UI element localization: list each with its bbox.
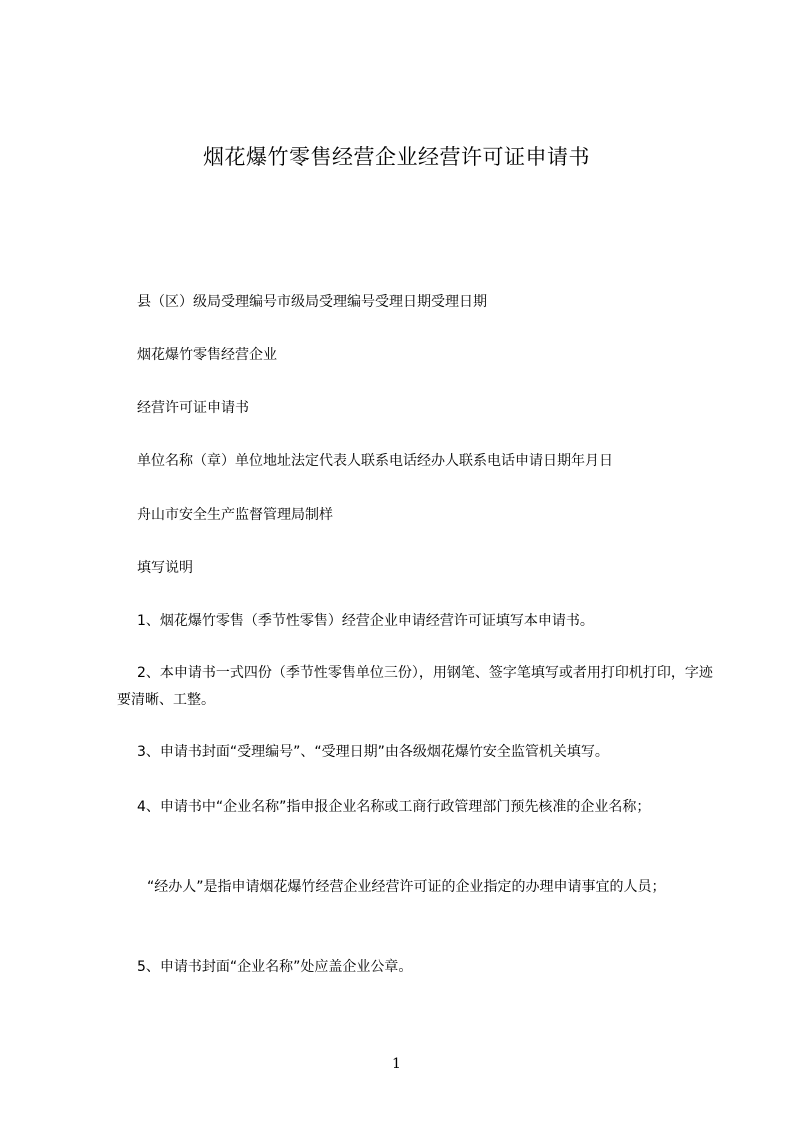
instruction-item-5: 5、申请书封面“企业名称”处应盖企业公章。 xyxy=(137,959,413,975)
cover-title-line2: 经营许可证申请书 xyxy=(137,400,249,416)
instructions-heading: 填写说明 xyxy=(137,560,193,576)
page-number: 1 xyxy=(392,1056,401,1072)
document-title: 烟花爆竹零售经营企业经营许可证申请书 xyxy=(203,145,590,169)
instruction-item-4: 4、申请书中“企业名称”指申报企业名称或工商行政管理部门预先核准的企业名称； xyxy=(137,799,651,815)
issuer-line: 舟山市安全生产监督管理局制样 xyxy=(137,507,333,523)
instruction-item-1: 1、烟花爆竹零售（季节性零售）经营企业申请经营许可证填写本申请书。 xyxy=(137,613,594,629)
acceptance-header: 县（区）级局受理编号市级局受理编号受理日期受理日期 xyxy=(137,294,487,310)
instruction-item-2: 2、本申请书一式四份（季节性零售单位三份），用钢笔、签字笔填写或者用打印机打印，字迹要清晰、工整。 xyxy=(117,665,713,708)
cover-title-line1: 烟花爆竹零售经营企业 xyxy=(137,347,277,363)
applicant-fields: 单位名称（章）单位地址法定代表人联系电话经办人联系电话申请日期年月日 xyxy=(137,453,613,469)
instruction-item-4-continued: “经办人”是指申请烟花爆竹经营企业经营许可证的企业指定的办理申请事宜的人员； xyxy=(147,879,666,895)
instruction-item-3: 3、申请书封面“受理编号”、“受理日期”由各级烟花爆竹安全监管机关填写。 xyxy=(137,744,609,760)
